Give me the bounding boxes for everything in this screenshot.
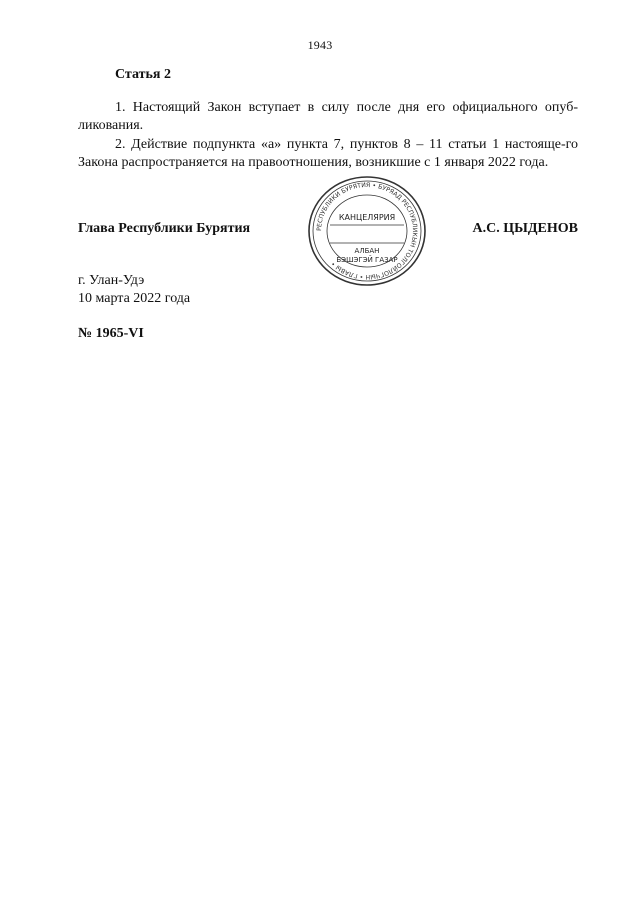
page-number: 1943 <box>307 38 333 52</box>
document-number: № 1965-VI <box>78 326 144 341</box>
official-seal-stamp <box>302 175 432 287</box>
svg-text:РЕСПУБЛИКИ БУРЯТИЯ • БУРЯАД РЕ <box>316 182 418 280</box>
seal-center-line-2: АЛБАН <box>354 247 380 255</box>
seal-ring-text: РЕСПУБЛИКИ БУРЯТИЯ • БУРЯАД РЕСПУБЛИКЫН ТОЛГОЙЛОГЧЫН • ГЛАВЫ • <box>315 181 419 281</box>
place-of-signing: г. Улан-Удэ <box>78 273 145 288</box>
article-title: Статья 2 <box>115 67 171 82</box>
date-of-signing: 10 марта 2022 года <box>78 291 191 306</box>
seal-center-line-3: БЭШЭГЭЙ ГАЗАР <box>336 256 398 264</box>
seal-center-line-1: КАНЦЕЛЯРИЯ <box>338 213 396 222</box>
paragraph-2: 2. Действие подпункта «а» пункта 7, пунктов 8 – 11 статьи 1 настояще-го Закона распространяется на правоотношения, возникшие с 1 января 2022 года. <box>78 137 578 170</box>
paragraph-1: 1. Настоящий Закон вступает в силу после дня его официального опуб-ликования. <box>78 100 578 133</box>
signatory-name: А.С. ЦЫДЕНОВ <box>472 221 578 236</box>
signatory-position: Глава Республики Бурятия <box>78 221 251 236</box>
